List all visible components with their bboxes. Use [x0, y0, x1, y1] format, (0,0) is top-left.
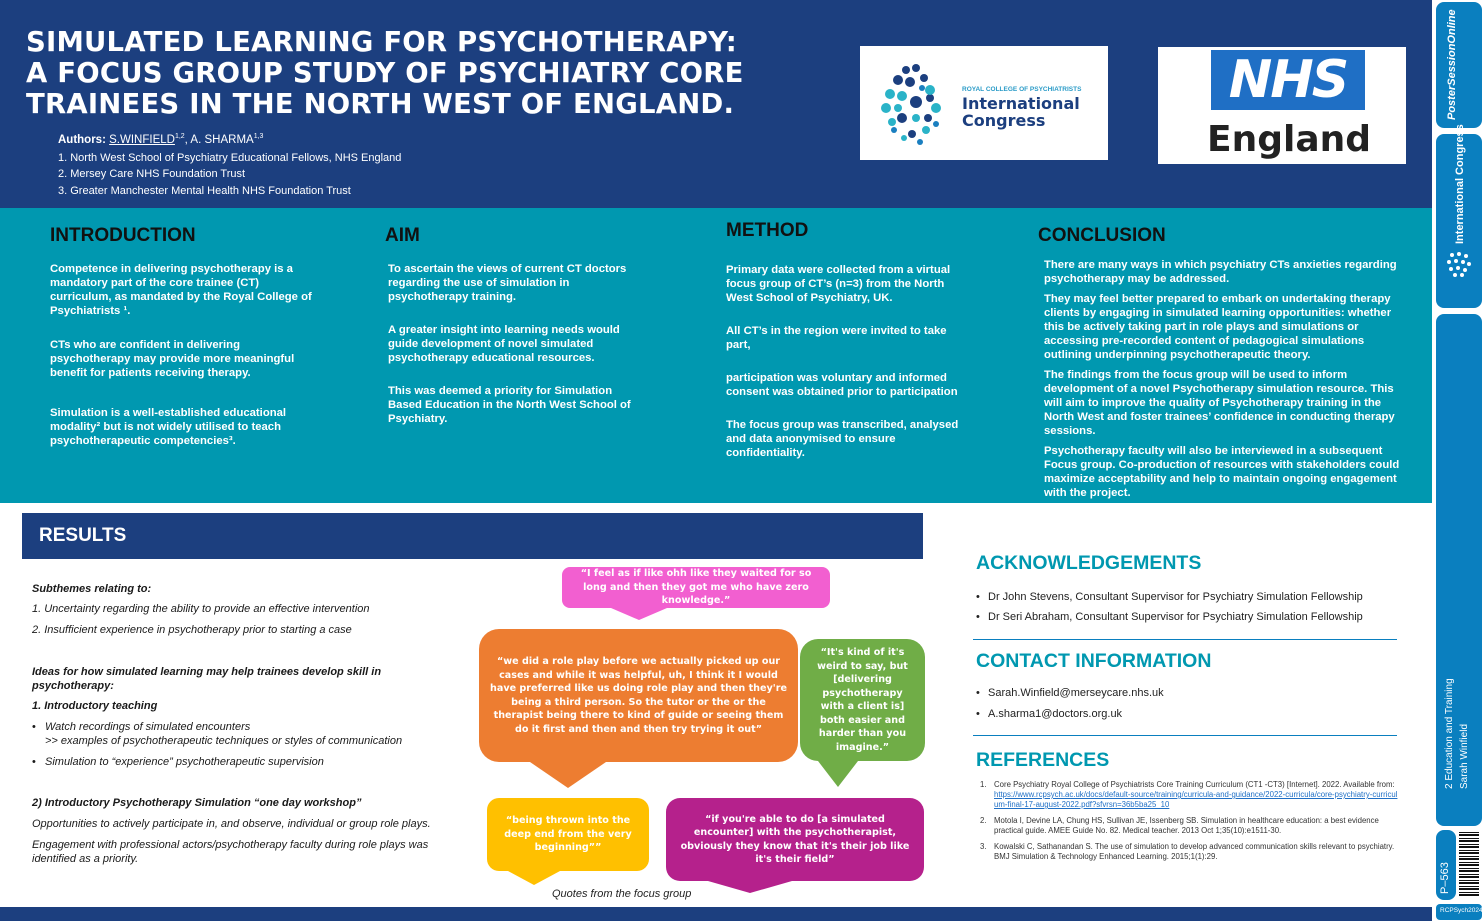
- title-line: A FOCUS GROUP STUDY OF PSYCHIATRY CORE: [26, 57, 744, 89]
- ref-text: [994, 780, 1400, 810]
- bullet-text: Watch recordings of simulated encounters: [45, 721, 251, 733]
- acknowledgements-heading: ACKNOWLEDGEMENTS: [976, 552, 1202, 574]
- logo-main-text: [962, 95, 1080, 129]
- badge-text: International Congress: [1454, 124, 1466, 244]
- logo-line: International: [962, 94, 1080, 113]
- category-badge: [1436, 314, 1482, 826]
- category-text: 2 Education and Training: [1444, 678, 1455, 789]
- ref-body: Core Psychiatry Royal College of Psychiatrists Core Training Curriculum (CT1 -CT3) [Internet]. 2022. Available from:: [994, 780, 1395, 789]
- references-heading: REFERENCES: [976, 749, 1110, 771]
- item-text: Dr John Stevens, Consultant Supervisor for Psychiatry Simulation Fellowship: [988, 591, 1363, 603]
- conclusion-heading: CONCLUSION: [1038, 225, 1166, 246]
- congress-badge: [1436, 124, 1482, 308]
- ideas-label: Ideas for how simulated learning may help trainees develop skill in psychotherapy:: [32, 666, 382, 692]
- summary-band: [0, 208, 1432, 503]
- idea1-subbullet: >> examples of psychotherapeutic techniques or styles of communication: [45, 735, 403, 747]
- idea2-line: Engagement with professional actors/psychotherapy faculty during role plays was identified as a priority.: [32, 839, 429, 865]
- paragraph: There are many ways in which psychiatry CTs anxieties regarding psychotherapy may be addressed.: [1044, 259, 1397, 285]
- barcode: [1459, 832, 1479, 896]
- paragraph: CTs who are confident in delivering psychotherapy may provide more meaningful benefit for patients receiving therapy.: [50, 339, 295, 379]
- idea1-bullet: • Simulation to “experience” psychotherapeutic supervision: [32, 756, 324, 768]
- email-link[interactable]: Sarah.Winfield@merseycare.nhs.uk: [988, 687, 1164, 699]
- results-header-bar: [22, 513, 923, 559]
- footer-badge: [1436, 904, 1482, 920]
- email-link[interactable]: A.sharma1@doctors.org.uk: [988, 708, 1123, 720]
- acknowledgement-item: • Dr John Stevens, Consultant Supervisor for Psychiatry Simulation Fellowship: [976, 591, 1363, 603]
- method-body: [726, 263, 970, 472]
- subtheme-item: 1. Uncertainty regarding the ability to provide an effective intervention: [32, 603, 370, 615]
- globe-dots-icon: [876, 58, 956, 148]
- ref-number: 3.: [980, 842, 987, 851]
- introduction-heading: INTRODUCTION: [50, 225, 196, 246]
- item-text: Dr Seri Abraham, Consultant Supervisor for Psychiatry Simulation Fellowship: [988, 611, 1363, 623]
- bubble-tail: [508, 871, 560, 885]
- bullet-text: Simulation to “experience” psychotherapeutic supervision: [45, 756, 324, 768]
- paragraph: participation was voluntary and informed consent was obtained prior to participation: [726, 372, 958, 398]
- contact-heading: CONTACT INFORMATION: [976, 650, 1212, 672]
- reference-item: [980, 780, 1400, 810]
- conclusion-body: [1044, 258, 1408, 512]
- paragraph: Primary data were collected from a virtual focus group of CT’s (n=3) from the North West School of Psychiatry, UK.: [726, 264, 951, 304]
- paragraph: All CT’s in the region were invited to take part,: [726, 325, 947, 351]
- paragraph: Psychotherapy faculty will also be interviewed in a subsequent Focus group. Co-production of resources with stakeholders could maximize acceptability and help to maintain ongoing engagement with the project.: [1044, 445, 1400, 499]
- paragraph: This was deemed a priority for Simulation Based Education in the North West School of Psychiatry.: [388, 385, 631, 425]
- affiliation: 1. North West School of Psychiatry Educational Fellows, NHS England: [58, 152, 402, 164]
- reference-item: [980, 816, 1400, 836]
- title-line: SIMULATED LEARNING FOR PSYCHOTHERAPY:: [26, 26, 737, 58]
- idea1-heading: 1. Introductory teaching: [32, 700, 158, 712]
- quote-bubble-yellow: “being thrown into the deep end from the very beginning””: [487, 798, 649, 871]
- nhs-wordmark: NHS: [1211, 50, 1365, 110]
- affiliation: 3. Greater Manchester Mental Health NHS Foundation Trust: [58, 185, 351, 197]
- paragraph: To ascertain the views of current CT doctors regarding the use of simulation in psychotherapy training.: [388, 263, 627, 303]
- idea2-heading: 2) Introductory Psychotherapy Simulation “one day workshop”: [32, 797, 362, 809]
- aim-body: [388, 262, 648, 438]
- bubble-tail: [611, 608, 667, 620]
- footer-badge-text: RCPSych2024: [1440, 907, 1483, 914]
- poster-session-badge: [1436, 2, 1482, 128]
- authors-label: Authors:: [58, 133, 106, 146]
- badge-text: PosterSessionOnline: [1446, 9, 1458, 120]
- presenter-text: Sarah Winfield: [1459, 723, 1470, 789]
- nhs-sub: England: [1207, 119, 1372, 160]
- bubble-tail: [818, 761, 858, 787]
- acknowledgement-item: • Dr Seri Abraham, Consultant Supervisor for Psychiatry Simulation Fellowship: [976, 611, 1363, 623]
- affiliation: 2. Mersey Care NHS Foundation Trust: [58, 168, 246, 180]
- globe-dots-icon: [1444, 249, 1474, 279]
- quote-bubble-orange: “we did a role play before we actually picked up our cases and while it was helpful, uh, I think it I would have preferred like us doing role play and then they're being a third person. So the tutor or the or the therapist being there to kind of guide or seeing them do it first and then and then try trying it out”: [479, 629, 798, 762]
- section-divider: [973, 735, 1397, 736]
- poster-id: P–563: [1439, 862, 1451, 894]
- paragraph: The focus group was transcribed, analysed and data anonymised to ensure confidentiality.: [726, 419, 959, 459]
- paragraph: The findings from the focus group will be used to inform development of a novel Psychotherapy simulation resource. This will aim to improve the quality of Psychotherapy training in the North West and foster trainees’ confidence in conducting therapy sessions.: [1044, 369, 1395, 437]
- ref-number: 2.: [980, 816, 987, 825]
- logo-small-text: ROYAL COLLEGE OF PSYCHIATRISTS: [962, 86, 1082, 93]
- aim-heading: AIM: [385, 225, 420, 246]
- results-heading: RESULTS: [39, 525, 127, 546]
- reference-link[interactable]: https://www.rcpsych.ac.uk/docs/default-source/training/curricula-and-guidance/2022-curricula/core-psychiatry-curriculum-final-17-august-2022.pdf?sfvrsn=36b5ba25_10: [994, 790, 1398, 809]
- quote-bubble-purple: “if you're able to do [a simulated encounter] with the psychotherapist, obviously they know that it's their job like it's their field”: [666, 798, 924, 881]
- paragraph: Simulation is a well-established educational modality² but is not widely utilised to teach psychotherapeutic competencies³.: [50, 407, 287, 447]
- author-sup: 1,3: [253, 133, 264, 140]
- contact-item: • Sarah.Winfield@merseycare.nhs.uk: [976, 687, 1164, 699]
- quote-bubble-pink: “I feel as if like ohh like they waited for so long and then they got me who have zero knowledge.”: [562, 567, 830, 608]
- poster-title: [26, 27, 786, 120]
- rcpsych-congress-logo: [860, 46, 1108, 160]
- quote-bubble-green: “It's kind of it's weird to say, but [delivering psychotherapy with a client is] both easier and harder than you imagine.”: [800, 639, 925, 761]
- paragraph: They may feel better prepared to embark on undertaking therapy clients by engaging in simulated learning opportunities: whether this be actively taking part in role plays and simulations or accessing pre-recorded content of pedagogical simulations outlining underpinning psychotherapeutic theory.: [1044, 293, 1392, 361]
- paragraph: Competence in delivering psychotherapy is a mandatory part of the core trainee (CT) curriculum, as mandated by the Royal College of Psychiatrists ¹.: [50, 263, 312, 317]
- subtheme-item: 2. Insufficient experience in psychotherapy prior to starting a case: [32, 624, 352, 636]
- reference-item: [980, 842, 1400, 862]
- poster-header: [0, 0, 1432, 208]
- method-heading: METHOD: [726, 220, 809, 241]
- idea1-bullet: • Watch recordings of simulated encounters: [32, 721, 251, 733]
- ref-number: 1.: [980, 780, 987, 789]
- ref-text: Kowalski C, Sathanandan S. The use of simulation to develop advanced communication skills relevant to psychiatry. BMJ Simulation & Technology Enhanced Learning. 2015;1(1):29.: [994, 842, 1395, 861]
- idea2-line: Opportunities to actively participate in, and observe, individual or group role plays.: [32, 818, 431, 830]
- poster-id-badge: [1436, 830, 1456, 900]
- author-name: , A. SHARMA: [184, 133, 254, 146]
- poster-footer: [0, 907, 1432, 921]
- quotes-caption: Quotes from the focus group: [552, 888, 692, 900]
- ref-text: Motola I, Devine LA, Chung HS, Sullivan JE, Issenberg SB. Simulation in healthcare education: a best evidence practical guide. AMEE Guide No. 82. Medical teacher. 2013 Oct 1;35(10):e1511-30.: [994, 816, 1379, 835]
- paragraph: A greater insight into learning needs would guide development of novel simulated psychotherapy educational resources.: [388, 324, 620, 364]
- author-link[interactable]: S.WINFIELD: [109, 133, 175, 146]
- introduction-body: [50, 262, 312, 460]
- authors-line: [58, 133, 263, 146]
- title-line: TRAINEES IN THE NORTH WEST OF ENGLAND.: [26, 88, 735, 120]
- bubble-tail: [530, 762, 606, 788]
- section-divider: [973, 639, 1397, 640]
- nhs-england-logo: [1158, 47, 1406, 164]
- bubble-tail: [708, 881, 792, 893]
- contact-item: • A.sharma1@doctors.org.uk: [976, 708, 1123, 720]
- author-sup: 1,2: [174, 133, 185, 140]
- subthemes-label: Subthemes relating to:: [32, 583, 152, 595]
- logo-line: Congress: [962, 111, 1046, 130]
